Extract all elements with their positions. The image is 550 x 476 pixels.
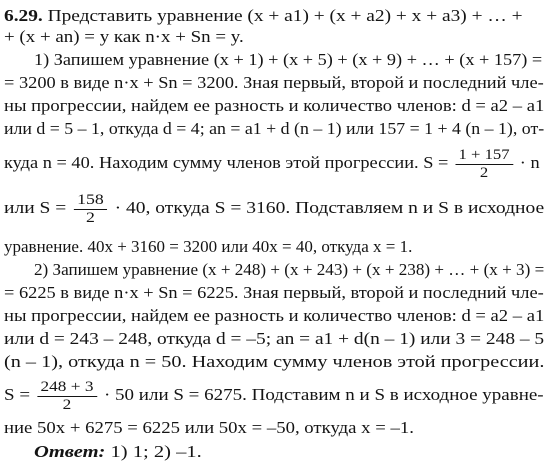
problem-line-2 <box>0 25 550 49</box>
fraction-denominator: 2 <box>86 209 95 226</box>
problem-statement: Представить уравнение <box>47 6 243 25</box>
part2-line-4 <box>0 327 550 351</box>
part2-line-5 <box>0 350 550 374</box>
part2-text: или d = 243 – 248, откуда d = –5; an = a1 + d(n – 1) или 3 = 248 – 5 <box>4 329 545 348</box>
problem-number: 6.29. <box>4 6 43 25</box>
part2-line-1 <box>0 258 550 282</box>
fraction-numerator: 248 + 3 <box>37 379 97 397</box>
answer-text: 1) 1; 2) –1. <box>110 442 202 461</box>
part1-text: = 3200 в виде n·x + Sn = 3200. Зная первый, второй и последний чле- <box>4 73 544 92</box>
part1-text: куда n = 40. Находим сумму членов этой прогрессии. S = <box>4 153 449 172</box>
part2-text: ние 50x + 6275 = 6225 или 50x = –50, откуда x = –1. <box>4 418 414 437</box>
part1-text: · 40, откуда S = 3160. Подставляем n и S в исходное <box>114 198 545 217</box>
part2-line-3 <box>0 304 550 328</box>
part2-text: 2) Запишем уравнение (x + 248) + (x + 243) + (x + 238) + … + (x + 3) = <box>34 260 545 279</box>
part1-line-2 <box>0 71 550 95</box>
fraction <box>455 147 513 182</box>
fraction-numerator: 1 + 157 <box>455 147 513 165</box>
fraction-denominator: 2 <box>479 164 489 181</box>
part2-line-2 <box>0 281 550 305</box>
answer-label: Ответ: <box>34 442 106 461</box>
part1-text: ны прогрессии, найдем ее разность и количество членов: d = a2 – a1 <box>4 96 545 115</box>
part1-text: или d = 5 – 1, откуда d = 4; an = a1 + d (n – 1) или 157 = 1 + 4 (n – 1), от- <box>4 119 545 138</box>
part1-line-4 <box>0 117 550 141</box>
part1-text: или S = <box>4 198 67 217</box>
problem-expression: (x + a1) + (x + a2) + x + a3) + … + <box>247 6 523 25</box>
fraction-numerator: 158 <box>74 192 108 210</box>
fraction <box>37 379 97 414</box>
fraction-denominator: 2 <box>62 396 72 413</box>
part1-text: уравнение. 40x + 3160 = 3200 или 40x = 40, откуда x = 1. <box>4 237 413 256</box>
answer-line <box>0 440 550 464</box>
part1-line-6 <box>0 188 550 228</box>
part2-line-6 <box>0 375 550 415</box>
part2-text: ны прогрессии, найдем ее разность и количество членов: d = a2 – a1 <box>4 306 545 325</box>
problem-statement-cont: + (x + an) = y как n·x + Sn = y. <box>4 27 244 46</box>
part2-line-7 <box>0 416 550 440</box>
part2-text: · 50 или S = 6275. Подставим n и S в исходное уравне- <box>103 385 544 404</box>
part1-line-3 <box>0 94 550 118</box>
part1-equation: (x + 1) + (x + 5) + (x + 9) + … + (x + 157) = <box>213 50 543 69</box>
part1-intro: 1) Запишем уравнение <box>34 50 210 69</box>
part1-line-7 <box>0 235 550 259</box>
part1-line-5 <box>0 143 550 183</box>
part2-text: (n – 1), откуда n = 50. Находим сумму членов этой прогрессии. <box>4 352 545 371</box>
fraction <box>74 192 108 227</box>
part1-text: · n <box>519 153 540 172</box>
part2-text: = 6225 в виде n·x + Sn = 6225. Зная первый, второй и последний чле- <box>4 283 544 302</box>
part2-text: S = <box>4 385 31 404</box>
part1-line-1 <box>0 48 550 72</box>
